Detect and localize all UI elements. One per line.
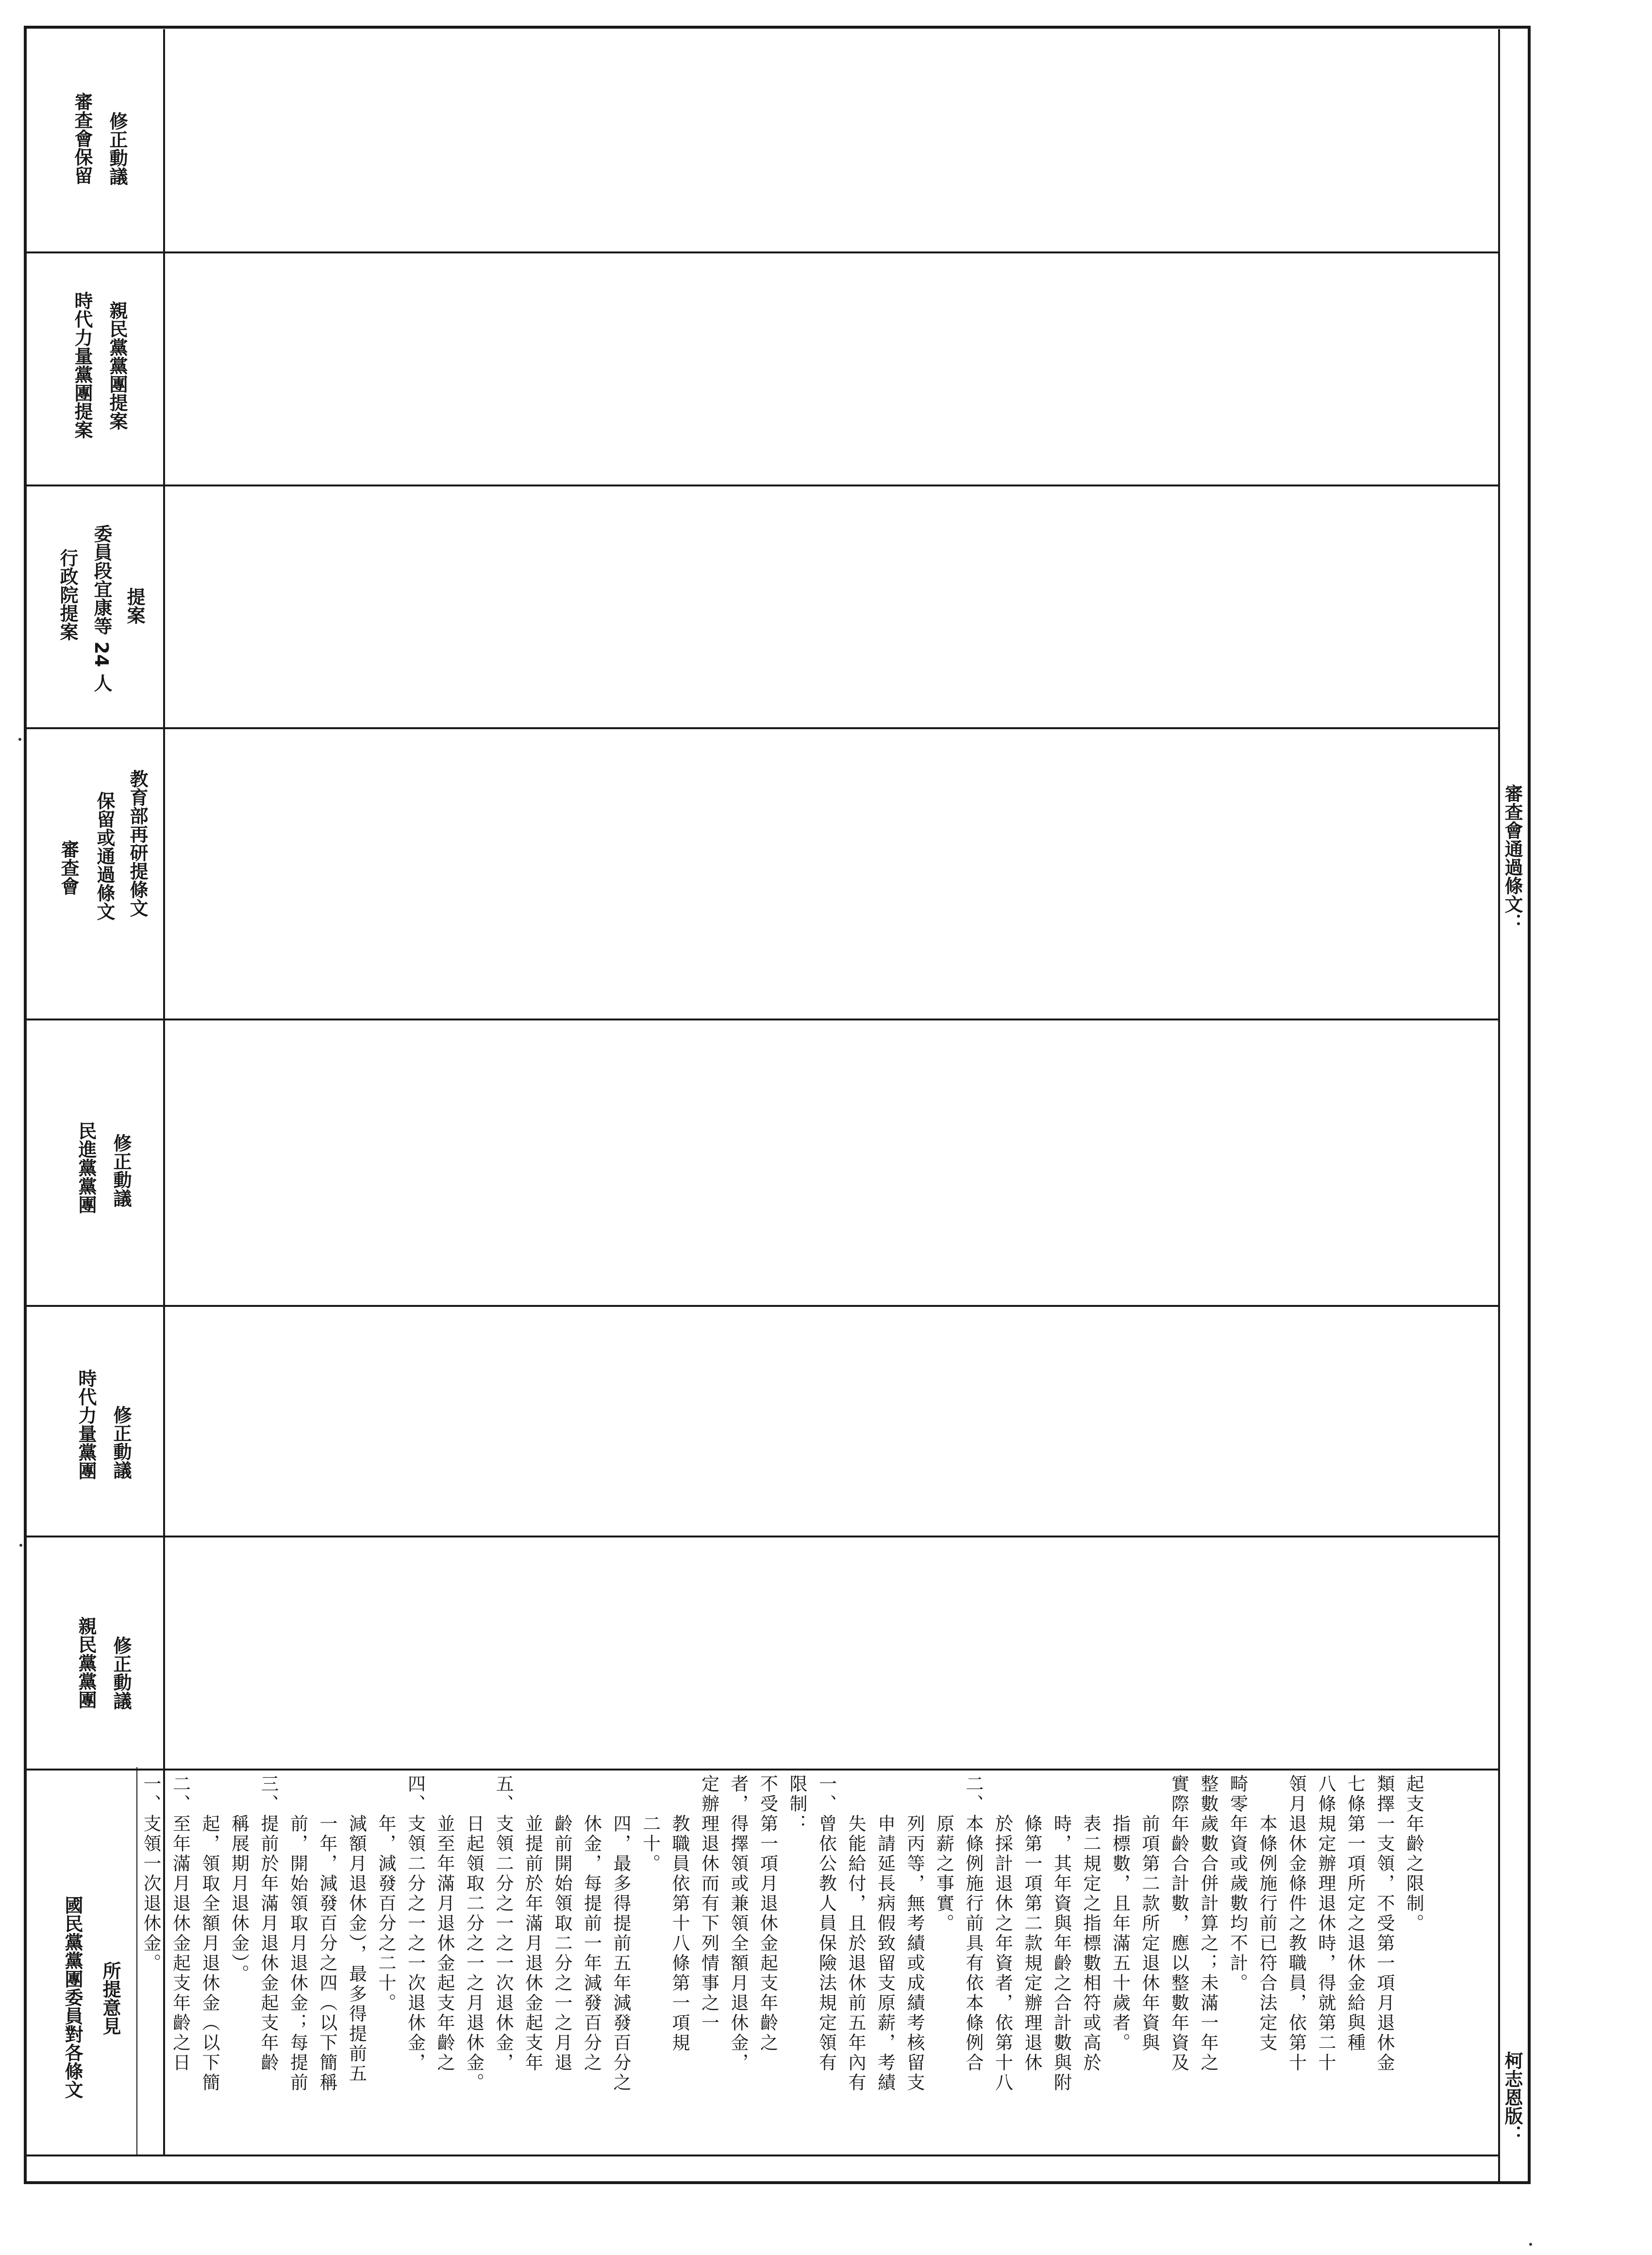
kmt-text-line: 起支年齡之限制。 xyxy=(1403,1774,1424,1934)
header-dpp-line2: 修正動議 xyxy=(110,1134,132,1207)
kmt-text-line: 一、支領一次退休金。 xyxy=(140,1774,161,1973)
kmt-text-line: 時，其年資與年齡之合計數與附 xyxy=(1051,1774,1072,2093)
header-npp-line1: 時代力量黨團 xyxy=(75,1369,97,1480)
header-npp-pfp-2 xyxy=(89,301,163,430)
header-npp-line2: 修正動議 xyxy=(110,1405,132,1479)
kmt-text-line: 者，得擇領或兼領全額月退休金， xyxy=(728,1774,749,2073)
header-kmt-line1: 國民黨黨團委員對各條文 xyxy=(62,1896,83,2099)
kmt-text-line: 年，減發百分之二十。 xyxy=(375,1774,396,2013)
kmt-text-line: 三、提前於年滿月退休金起支年齡 xyxy=(258,1774,279,2073)
header-dpp-line1: 民進黨黨團 xyxy=(75,1121,97,1214)
kmt-text-line: 四，最多得提前五年減發百分之 xyxy=(610,1774,631,2093)
header-reserved-2 xyxy=(89,112,163,185)
header-committee-3 xyxy=(110,769,184,917)
kmt-text-line: 本條例施行前已符合法定支 xyxy=(1256,1774,1277,2053)
header-exec-line2: 委員段宜康等 24 人 xyxy=(91,524,112,692)
kmt-text-line: 起，領取全額月退休金（以下簡 xyxy=(199,1774,220,2093)
header-exec-line3: 提案 xyxy=(124,587,145,624)
kmt-text-line: 失能給付，且於退休前五年內有 xyxy=(845,1774,866,2093)
header-dpp-2 xyxy=(93,1134,167,1207)
kmt-text-line: 指標數，且年滿五十歲者。 xyxy=(1109,1774,1131,2053)
kmt-text-line: 整數歲數合併計算之；未滿一年之 xyxy=(1198,1774,1218,2073)
kmt-text-line: 列丙等，無考績或成績考核留支 xyxy=(904,1774,925,2093)
kmt-text-line: 減額月退休金），最多得提前五 xyxy=(346,1774,367,2084)
kmt-text-line: 前項第二款所定退休年資與 xyxy=(1139,1774,1160,2053)
header-committee-line1: 審查會 xyxy=(58,840,79,895)
kmt-text-line: 原薪之事實。 xyxy=(933,1774,954,1934)
header-pfp-2 xyxy=(93,1636,167,1710)
kmt-text-line: 並至年滿月退休金起支年齡之 xyxy=(434,1774,455,2073)
header-npp-pfp-line1: 時代力量黨團提案 xyxy=(71,291,93,439)
header-npp-pfp-line2: 親民黨黨團提案 xyxy=(106,301,128,430)
header-exec-line1: 行政院提案 xyxy=(57,549,78,641)
kmt-text-line: 齡前開始領取二分之一之月退 xyxy=(551,1774,572,2073)
kmt-text-line: 稱展期月退休金）。 xyxy=(228,1774,250,1985)
kmt-text-line: 一、曾依公教人員保險法規定領有 xyxy=(816,1774,837,2073)
scan-speck xyxy=(19,1544,22,1547)
header-committee-line2: 保留或通過條文 xyxy=(94,791,115,920)
kmt-text-line: 教職員依第十八條第一項規 xyxy=(669,1774,690,2053)
kmt-text-line: 申請延長病假致留支原薪，考績 xyxy=(874,1774,896,2093)
kmt-text-line: 四、支領二分之一之一次退休金， xyxy=(404,1774,426,2073)
kmt-text-line: 二十。 xyxy=(639,1774,661,1874)
signature-label: 柯志恩版： xyxy=(1502,2051,1523,2143)
header-kmt-line2: 所提意見 xyxy=(100,1961,121,2035)
kmt-text-line: 畸零年資或歲數均不計。 xyxy=(1227,1774,1248,1993)
kmt-text-line: 二、至年滿月退休金起支年齡之日 xyxy=(169,1774,191,2073)
kmt-text-line: 日起領取二分之一之月退休金。 xyxy=(463,1774,484,2093)
scan-speck xyxy=(1529,2243,1532,2246)
kmt-text-line: 二、本條例施行前具有依本條例合 xyxy=(963,1774,984,2073)
committee-passed-label: 審查會通過條文： xyxy=(1502,784,1523,932)
kmt-text-line: 條第一項第二款規定辦理退休 xyxy=(1021,1774,1042,2073)
scan-speck xyxy=(18,738,21,741)
kmt-text-line: 表二規定之指標數相符或高於 xyxy=(1080,1774,1101,2073)
kmt-text-line: 八條規定辦理退休時，得就第二十 xyxy=(1315,1774,1336,2073)
kmt-text-line: 不受第一項月退休金起支年齡之 xyxy=(757,1774,778,2053)
header-reserved-line2: 修正動議 xyxy=(106,112,128,185)
kmt-text-line: 並提前於年滿月退休金起支年 xyxy=(522,1774,543,2073)
kmt-text-line: 定辦理退休而有下列情事之一 xyxy=(698,1774,719,2033)
kmt-text-line: 休金，每提前一年減發百分之 xyxy=(581,1774,602,2073)
header-pfp-line1: 親民黨黨團 xyxy=(75,1617,97,1709)
kmt-text-line: 限制： xyxy=(786,1774,807,1834)
header-reserved-line1: 審查會保留 xyxy=(71,92,93,184)
kmt-text-line: 一年，減發百分之四（以下簡稱 xyxy=(317,1774,337,2093)
kmt-text-line: 實際年齡合計數，應以整數年資及 xyxy=(1168,1774,1189,2073)
kmt-text-line: 七條第一項所定之退休金給與種 xyxy=(1344,1774,1366,2053)
header-npp-2 xyxy=(93,1405,167,1479)
kmt-text-line: 五、支領二分之一之一次退休金， xyxy=(493,1774,514,2073)
header-pfp-line2: 修正動議 xyxy=(110,1636,132,1710)
header-exec-3 xyxy=(107,587,181,624)
kmt-text-line: 類擇一支領，不受第一項月退休金 xyxy=(1374,1774,1395,2073)
kmt-text-line: 於採計退休之年資者，依第十八 xyxy=(992,1774,1013,2093)
kmt-text-line: 前，開始領取月退休金；每提前 xyxy=(287,1774,308,2093)
kmt-text-line: 領月退休金條件之教職員，依第十 xyxy=(1285,1774,1307,2073)
header-committee-line3: 教育部再研提條文 xyxy=(127,769,148,917)
